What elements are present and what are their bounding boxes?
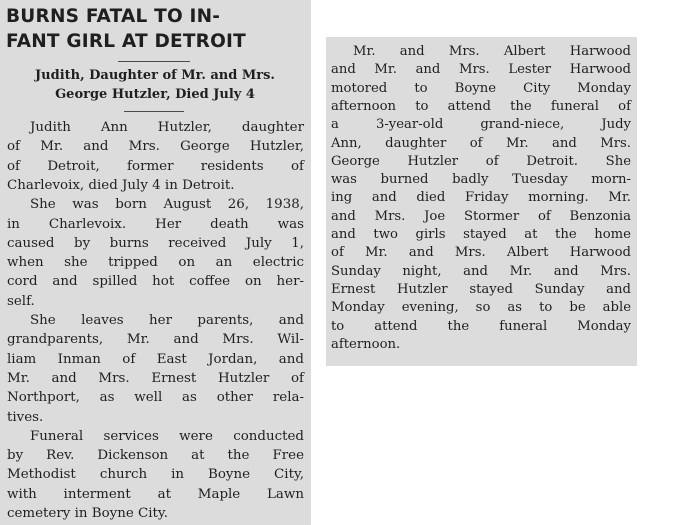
body-line: of Mr. and Mrs. George Hutzler, xyxy=(7,139,304,155)
body-line: Charlevoix, died July 4 in Detroit. xyxy=(7,177,235,193)
body-line: cemetery in Boyne City. xyxy=(7,506,168,521)
body-line: afternoon to attend the funeral of xyxy=(331,98,631,114)
body-line: and Mr. and Mrs. Lester Harwood xyxy=(331,62,631,78)
body-line: Methodist church in Boyne City, xyxy=(7,467,304,483)
subheadline xyxy=(4,66,306,104)
body-line: Northport, as well as other rela- xyxy=(7,390,304,406)
headline-line: FANT GIRL AT DETROIT xyxy=(6,31,246,52)
headline xyxy=(6,4,306,54)
body-line: and Mrs. Joe Stormer of Benzonia xyxy=(331,208,631,224)
body-line: Funeral services were conducted xyxy=(30,428,304,444)
body-line: She leaves her parents, and xyxy=(30,313,304,328)
body-line: Ann, daughter of Mr. and Mrs. xyxy=(331,135,631,151)
body-line: Monday evening, so as to be able xyxy=(331,300,631,316)
body-line: when she tripped on an electric xyxy=(7,255,304,271)
body-line: George Hutzler of Detroit. She xyxy=(331,153,631,169)
body-line: Ernest Hutzler stayed Sunday and xyxy=(331,281,631,297)
body-line: of Mr. and Mrs. Albert Harwood xyxy=(331,245,631,261)
body-line: Judith Ann Hutzler, daughter xyxy=(30,120,304,135)
body-line: in Charlevoix. Her death was xyxy=(7,216,304,232)
body-line: Mr. and Mrs. Ernest Hutzler of xyxy=(7,370,304,386)
body-line: tives. xyxy=(7,409,44,425)
headline-divider xyxy=(118,61,190,62)
body-line: self. xyxy=(7,293,35,309)
body-line: of Detroit, former residents of xyxy=(7,158,304,174)
body-line: and two girls stayed at the home xyxy=(331,227,631,242)
body-line: liam Inman of East Jordan, and xyxy=(7,351,304,367)
body-line: by Rev. Dickenson at the Free xyxy=(7,448,304,464)
body-line: with interment at Maple Lawn xyxy=(7,486,304,502)
body-line: She was born August 26, 1938, xyxy=(30,197,304,213)
subhead-line: Judith, Daughter of Mr. and Mrs. xyxy=(35,68,275,83)
body-line: afternoon. xyxy=(331,336,401,352)
social-news-clipping xyxy=(326,37,637,366)
body-line: Mr. and Mrs. Albert Harwood xyxy=(353,44,631,59)
body-line: caused by burns received July 1, xyxy=(7,235,304,251)
body-line: Sunday night, and Mr. and Mrs. xyxy=(331,263,631,279)
body-line: to attend the funeral Monday xyxy=(331,318,631,334)
headline-line: BURNS FATAL TO IN- xyxy=(6,6,221,27)
body-line: a 3-year-old grand-niece, Judy xyxy=(331,117,631,133)
body-line: cord and spilled hot coffee on her- xyxy=(7,274,304,290)
body-line: motored to Boyne City Monday xyxy=(331,80,631,96)
subhead-line: George Hutzler, Died July 4 xyxy=(55,87,255,102)
body-line: grandparents, Mr. and Mrs. Wil- xyxy=(7,332,304,348)
body-line: ing and died Friday morning. Mr. xyxy=(331,190,631,206)
body-line: was burned badly Tuesday morn- xyxy=(331,172,631,188)
subhead-divider xyxy=(124,111,184,112)
obituary-clipping xyxy=(0,0,311,525)
